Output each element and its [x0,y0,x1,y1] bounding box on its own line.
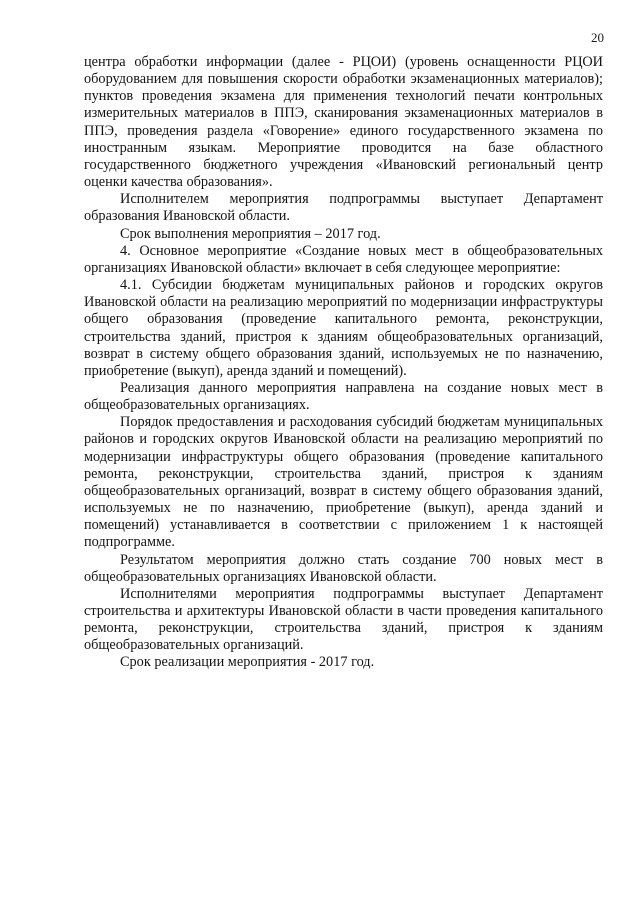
paragraph-main-measure-4: 4. Основное мероприятие «Создание новых мест в общеобразовательных организациях Ивановской области» включает в себя следующее мероприятие: [84,242,603,276]
paragraph-executor-education-dept: Исполнителем мероприятия подпрограммы выступает Департамент образования Ивановской области. [84,191,603,225]
page-number: 20 [591,30,604,45]
paragraph-result: Результатом мероприятия должно стать создание 700 новых мест в общеобразовательных организациях Ивановской области. [84,551,603,585]
paragraph-measure-4-1: 4.1. Субсидии бюджетам муниципальных районов и городских округов Ивановской области на реализацию мероприятий по модернизации инфраструктуры общего образования (проведение капитального ремонта, реконструкции, строительства зданий, пристроя к зданиям общеобразовательных организаций, возврат в систему общего образования зданий, используемых не по назначению, приобретение (выкуп), аренда зданий и помещений). [84,277,603,379]
paragraph-executor-construction-dept: Исполнителями мероприятия подпрограммы выступает Департамент строительства и архитектуры Ивановской области в части проведения капитального ремонта, реконструкции, строительства зданий, пристроя к зданиям общеобразовательных организаций. [84,585,603,654]
paragraph-measure-purpose: Реализация данного мероприятия направлена на создание новых мест в общеобразовательных организациях. [84,379,603,414]
paragraph-deadline-1: Срок выполнения мероприятия – 2017 год. [120,225,381,242]
paragraph-rcoi-equipment: центра обработки информации (далее - РЦОИ) (уровень оснащенности РЦОИ оборудованием для повышения скорости обработки экзаменационных материалов); пунктов проведения экзамена для применения технологий печати контрольных измерительных материалов в ППЭ, сканирования экзаменационных материалов в ППЭ, проведения раздела «Говорение» единого государственного экзамена по иностранным языкам. Мероприятие проводится на базе областного государственного бюджетного учреждения «Ивановский региональный центр оценки качества образования». [84,54,603,191]
paragraph-deadline-2: Срок реализации мероприятия - 2017 год. [120,654,375,671]
paragraph-subsidy-procedure: Порядок предоставления и расходования субсидий бюджетам муниципальных районов и городских округов Ивановской области на реализацию мероприятий по модернизации инфраструктуры общего образования (проведение капитального ремонта, реконструкции, строительства зданий, пристроя к зданиям общеобразовательных организаций, возврат в систему общего образования зданий, используемых не по назначению, приобретение (выкуп), аренда зданий и помещений) устанавливается в соответствии с приложением 1 к настоящей подпрограмме. [84,414,603,551]
document-body [84,54,603,672]
